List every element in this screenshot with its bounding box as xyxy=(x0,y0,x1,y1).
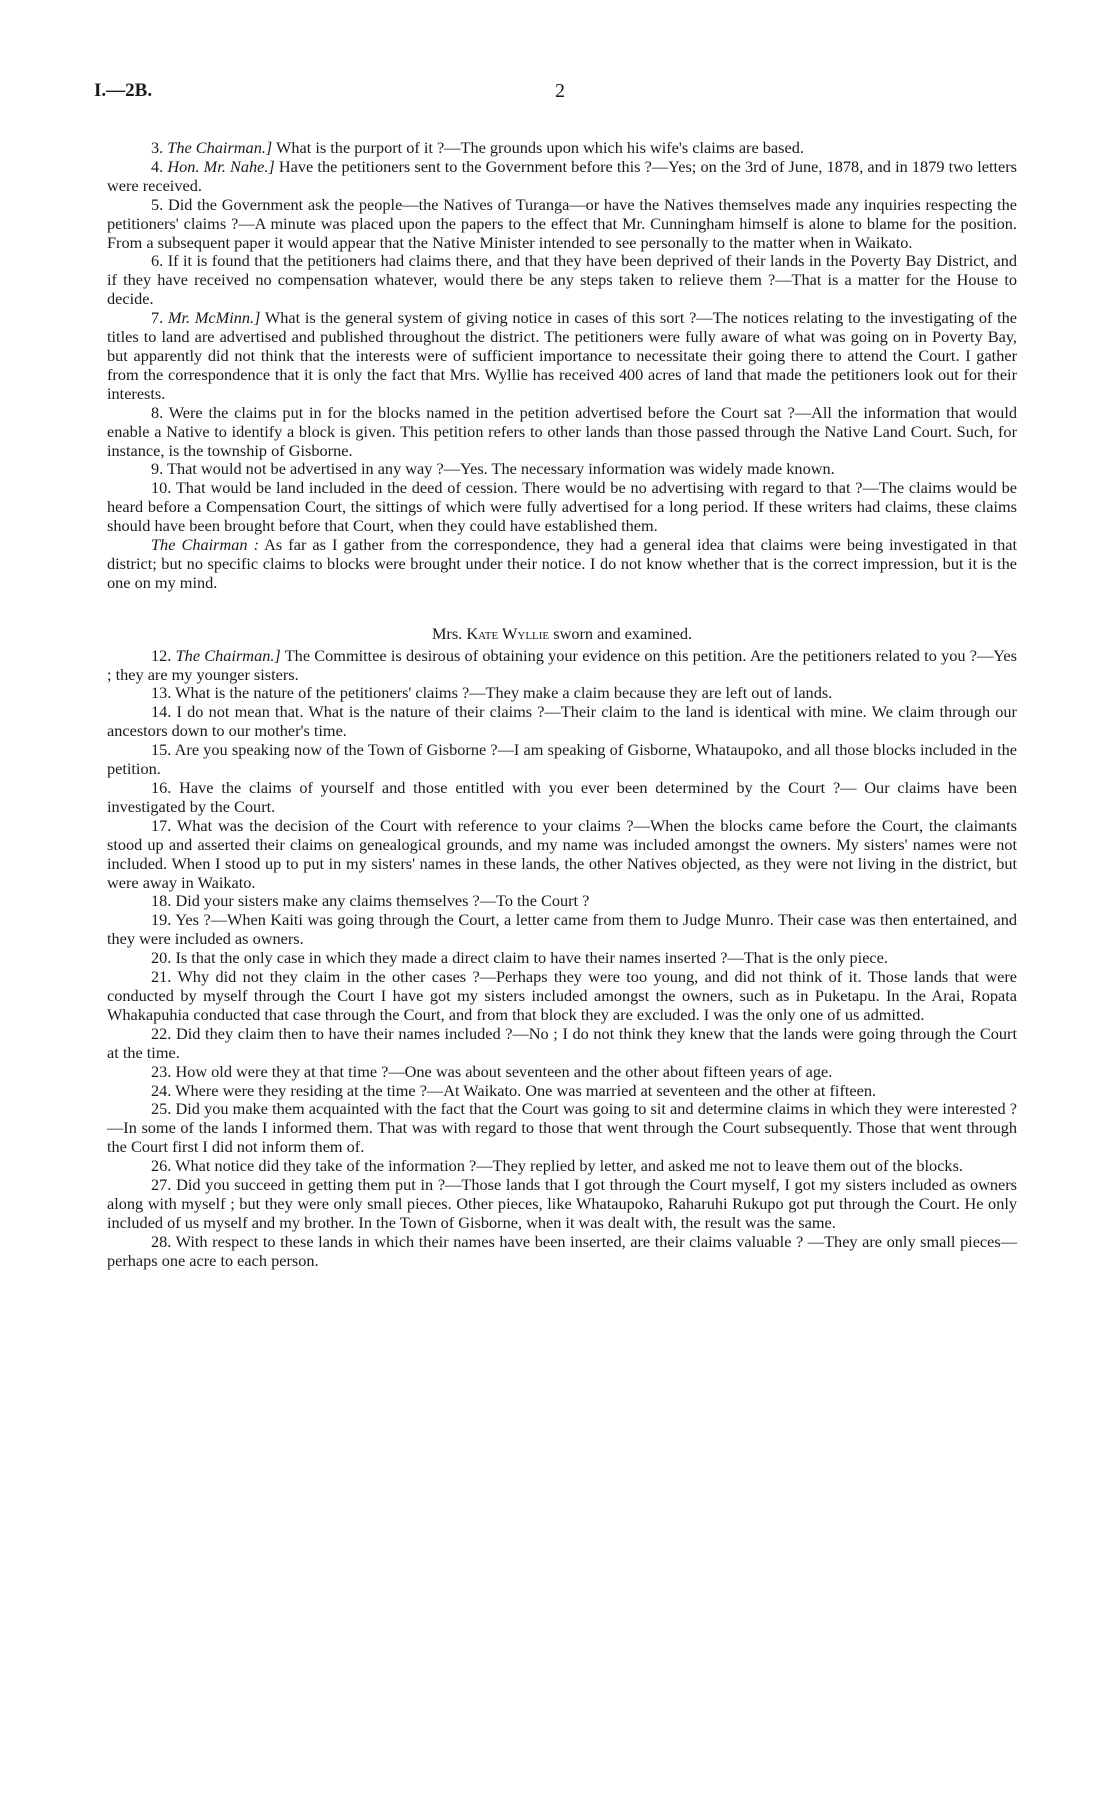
question-text: As far as I gather from the correspondence, they had a general idea that claims were being investigated in that district; but no specific claims to blocks were brought under their notice. I do not know whether that is the correct impression, but it is the one on my mind. xyxy=(107,535,1017,592)
question-paragraph xyxy=(107,817,1017,893)
question-paragraph xyxy=(107,404,1017,461)
question-paragraph xyxy=(107,911,1017,949)
question-paragraph xyxy=(107,892,1017,911)
question-paragraph xyxy=(107,309,1017,404)
question-number: 6. xyxy=(151,251,164,271)
question-number: 10. xyxy=(151,478,172,498)
question-text: What was the decision of the Court with reference to your claims ?—When the blocks came before the Court, the claimants stood up and asserted their claims on genealogical grounds, and my name was included amongst the owners. My sisters' names were not included. When I stood up to put in my sisters' names in these lands, the other Natives objected, as they were not living in the district, but were away in Waikato. xyxy=(107,815,1017,892)
question-text: Did you make them acquainted with the fact that the Court was going to sit and determine claims in which they were interested ?—In some of the lands I informed them. That was with regard to those that went through the Court subsequently. Those that went through the Court first I did not inform them of. xyxy=(107,1099,1017,1157)
question-paragraph xyxy=(107,968,1017,1025)
question-number: 28. xyxy=(151,1231,172,1251)
question-text: With respect to these lands in which their names have been inserted, are their claims valuable ? —They are only small pieces—perhaps one acre to each person. xyxy=(107,1231,1018,1270)
question-text: If it is found that the petitioners had claims there, and that they have been deprived of their lands in the Poverty Bay District, and if they have received no compensation whatever, would there be any steps taken to relieve them ?—That is a matter for the House to decide. xyxy=(107,251,1018,309)
question-number: 25. xyxy=(151,1099,172,1119)
question-text: Yes ?—When Kaiti was going through the Court, a letter came from them to Judge Munro. Their case was then entertained, and they were included as owners. xyxy=(107,910,1017,949)
question-number: 7. xyxy=(151,308,164,328)
witness-name: Kate Wyllie xyxy=(466,623,550,643)
witness-examination xyxy=(107,647,1017,1271)
witness-prefix: Mrs. xyxy=(431,623,467,643)
question-paragraph xyxy=(107,536,1017,593)
witness-heading xyxy=(107,625,1017,644)
speaker-name: Hon. Mr. Nahe.] xyxy=(167,156,275,176)
question-paragraph xyxy=(107,1233,1017,1271)
question-text: Are you speaking now of the Town of Gisborne ?—I am speaking of Gisborne, Whataupoko, and all those blocks included in the petition. xyxy=(107,740,1017,779)
question-paragraph xyxy=(107,1157,1017,1176)
question-paragraph xyxy=(107,479,1017,536)
question-text: What is the nature of the petitioners' claims ?—They make a claim because they are left out of lands. xyxy=(175,683,833,703)
question-paragraph xyxy=(107,1025,1017,1063)
question-number: 22. xyxy=(151,1023,172,1043)
question-paragraph xyxy=(107,703,1017,741)
question-number: 12. xyxy=(151,645,172,665)
question-paragraph xyxy=(107,779,1017,817)
document-body xyxy=(107,139,1017,1271)
question-text: The Committee is desirous of obtaining your evidence on this petition. Are the petitioners related to you ?—Yes ; they are my younger sisters. xyxy=(107,645,1017,684)
question-number: 8. xyxy=(151,402,164,422)
question-number: 19. xyxy=(151,910,172,930)
question-paragraph xyxy=(107,1100,1017,1157)
question-number: 5. xyxy=(151,194,164,214)
paper-code: I.—2B. xyxy=(94,80,153,101)
question-number: 13. xyxy=(151,683,172,703)
question-number: 24. xyxy=(151,1080,172,1100)
question-paragraph xyxy=(107,1082,1017,1101)
question-text: That would not be advertised in any way ?—Yes. The necessary information was widely made known. xyxy=(167,459,835,479)
question-number: 18. xyxy=(151,891,172,911)
question-text: What is the general system of giving notice in cases of this sort ?—The notices relating to the investigating of the titles to land are advertised and published throughout the district. The petitioners were fully aware of what was going on in Poverty Bay, but apparently did not think that the interests were of sufficient importance to necessitate their going there to attend the Court. I gather from the correspondence that it is only the fact that Mrs. Wyllie has received 400 acres of land that made the petitioners look out for their interests. xyxy=(107,308,1018,403)
question-paragraph xyxy=(107,741,1017,779)
question-text: What notice did they take of the information ?—They replied by letter, and asked me not to leave them out of the blocks. xyxy=(175,1156,963,1176)
question-paragraph xyxy=(107,949,1017,968)
speaker-name: The Chairman.] xyxy=(175,645,281,665)
question-text: Is that the only case in which they made a direct claim to have their names inserted ?—That is the only piece. xyxy=(175,948,888,968)
speaker-name: Mr. McMinn.] xyxy=(167,308,261,328)
question-number: 26. xyxy=(151,1156,172,1176)
question-number: 27. xyxy=(151,1175,172,1195)
question-text: Were the claims put in for the blocks named in the petition advertised before the Court sat ?—All the information that would enable a Native to identify a block is given. This petition refers to other lands than those passed through the Native Land Court. Such, for instance, is the township of Gisborne. xyxy=(107,402,1017,460)
speaker-name: The Chairman.] xyxy=(167,138,273,157)
question-number: 21. xyxy=(151,967,172,987)
question-paragraph xyxy=(107,1176,1017,1233)
question-text: Did your sisters make any claims themselves ?—To the Court ? xyxy=(175,891,590,911)
question-text: What is the purport of it ?—The grounds upon which his wife's claims are based. xyxy=(272,138,804,157)
question-text: Why did not they claim in the other cases ?—Perhaps they were too young, and did not think of it. Those lands that were conducted by myself through the Court I have got my sisters included amongst the owners, such as in Puketapu. In the Arai, Ropata Whakapuhia conducted that case through the Court, and from that block they are excluded. I was the only one of us admitted. xyxy=(107,967,1017,1024)
question-number: 17. xyxy=(151,815,172,835)
question-paragraph xyxy=(107,252,1017,309)
committee-questions xyxy=(107,139,1017,593)
question-paragraph xyxy=(107,684,1017,703)
question-number: 16. xyxy=(151,778,172,797)
question-number: 3. xyxy=(151,138,164,157)
question-number: 9. xyxy=(151,459,164,479)
speaker-name: The Chairman : xyxy=(151,535,259,555)
question-paragraph xyxy=(107,158,1017,196)
question-number: 20. xyxy=(151,948,172,968)
question-paragraph xyxy=(107,647,1017,685)
witness-suffix: sworn and examined. xyxy=(549,623,693,643)
question-number: 14. xyxy=(151,702,172,722)
question-text: Have the petitioners sent to the Government before this ?—Yes; on the 3rd of June, 1878, and in 1879 two letters were received. xyxy=(107,156,1018,195)
page-header xyxy=(94,80,1014,114)
question-paragraph xyxy=(107,196,1017,253)
question-number: 23. xyxy=(151,1061,172,1081)
question-paragraph xyxy=(107,139,1017,158)
question-text: That would be land included in the deed of cession. There would be no advertising with regard to that ?—The claims would be heard before a Compensation Court, the sittings of which were fully advertised for a long period. If these writers had claims, these claims should have been brought before that Court, when they could have established them. xyxy=(107,478,1018,536)
question-number: 15. xyxy=(151,740,172,760)
question-text: Where were they residing at the time ?—At Waikato. One was married at seventeen and the other at fifteen. xyxy=(175,1080,877,1100)
question-text: Did the Government ask the people—the Natives of Turanga—or have the Natives themselves made any inquiries respecting the petitioners' claims ?—A minute was placed upon the papers to the effect that Mr. Cunningham himself is alone to blame for the position. From a subsequent paper it would appear that the Native Minister intended to see personally to the matter when in Waikato. xyxy=(107,194,1017,252)
question-text: I do not mean that. What is the nature of their claims ?—Their claim to the land is identical with mine. We claim through our ancestors down to our mother's time. xyxy=(107,702,1017,741)
question-text: Did they claim then to have their names included ?—No ; I do not think they knew that the lands were going through the Court at the time. xyxy=(107,1023,1017,1062)
question-text: Did you succeed in getting them put in ?—Those lands that I got through the Court myself, I got my sisters included as owners along with myself ; but they were only small pieces. Other pieces, like Whataupoko, Raharuhi Rukupo got put through the Court. He only included of us myself and my brother. In the Town of Gisborne, when it was dealt with, the result was the same. xyxy=(107,1175,1017,1232)
question-number: 4. xyxy=(151,156,164,176)
page-number: 2 xyxy=(555,80,565,102)
question-paragraph xyxy=(107,1063,1017,1082)
question-text: Have the claims of yourself and those entitled with you ever been determined by the Court ?— Our claims have been investigated by the Court. xyxy=(107,778,1017,816)
question-text: How old were they at that time ?—One was about seventeen and the other about fifteen years of age. xyxy=(175,1061,833,1081)
question-paragraph xyxy=(107,460,1017,479)
